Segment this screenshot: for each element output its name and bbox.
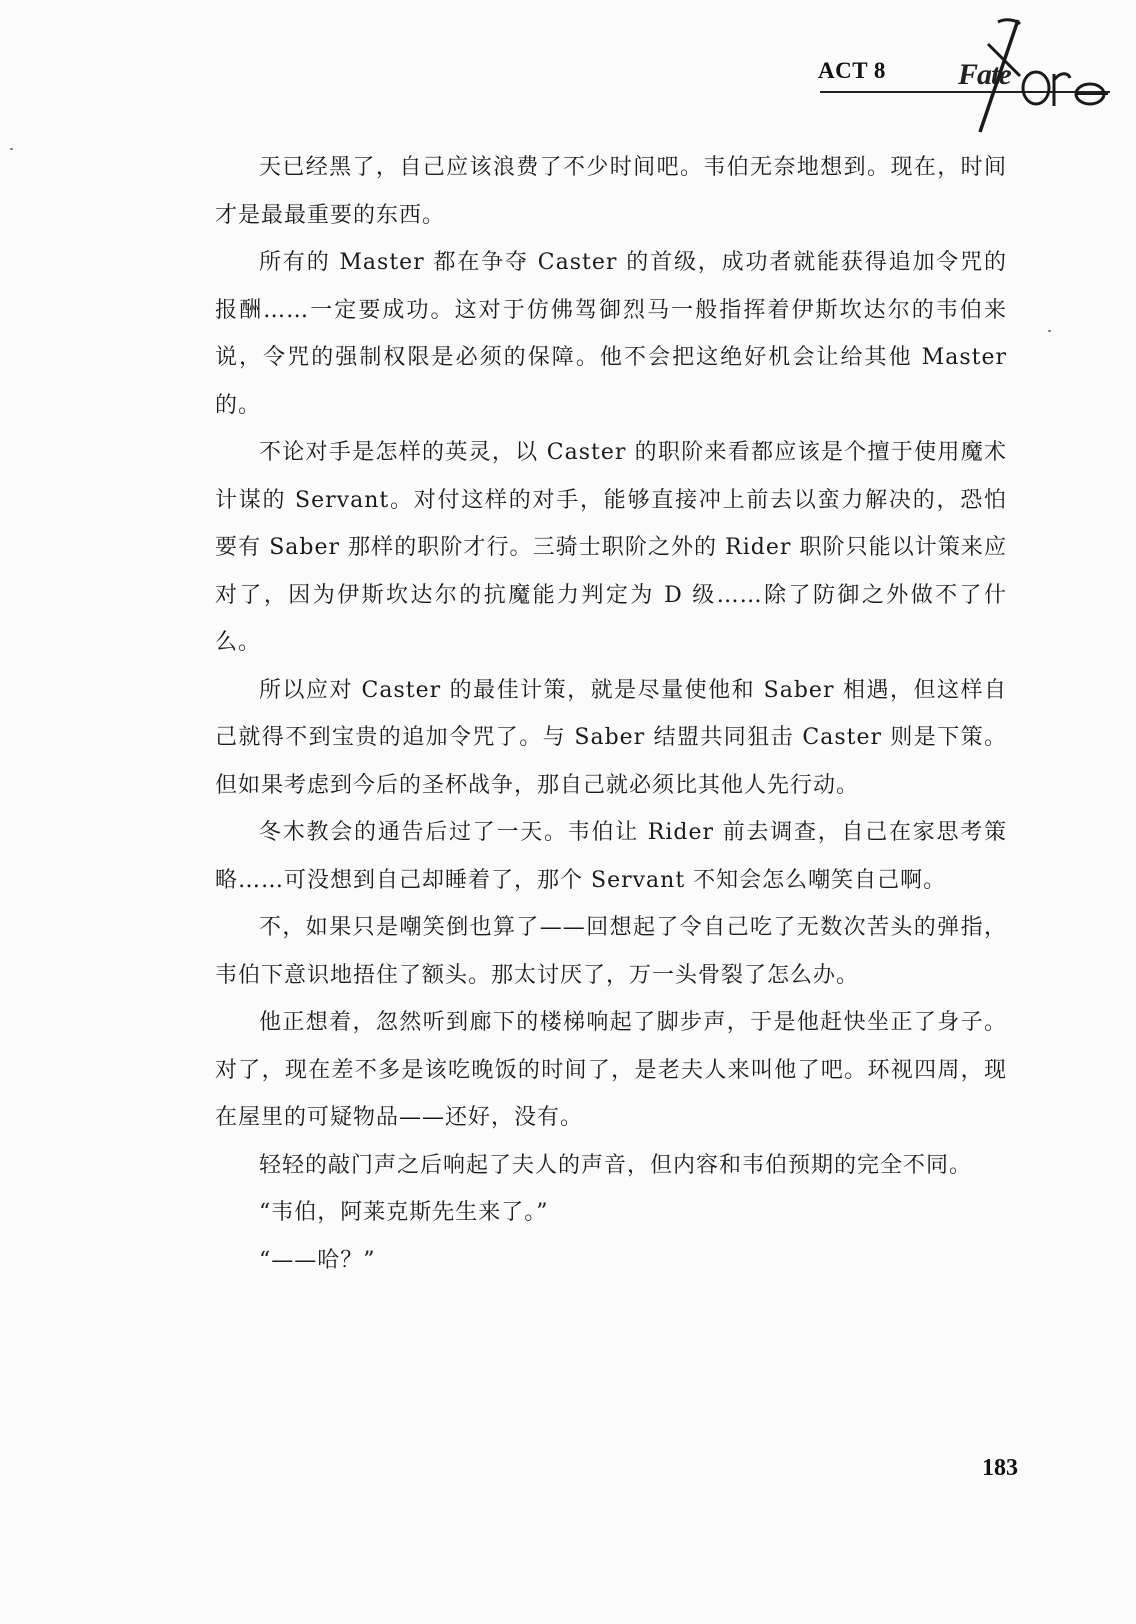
paragraph: 冬木教会的通告后过了一天。韦伯让 Rider 前去调查，自己在家思考策略……可没想到自己却睡着了，那个 Servant 不知会怎么嘲笑自己啊。 bbox=[215, 820, 1007, 893]
paragraph: 所以应对 Caster 的最佳计策，就是尽量使他和 Saber 相遇，但这样自己就得不到宝贵的追加令咒了。与 Saber 结盟共同狙击 Caster 则是下策。但如果考虑到今后的圣杯战争，那自己就必须比其他人先行动。 bbox=[215, 677, 1007, 798]
paragraph: 不论对手是怎样的英灵，以 Caster 的职阶来看都应该是个擅于使用魔术计谋的 Servant。对付这样的对手，能够直接冲上前去以蛮力解决的，恐怕要有 Saber 那样的职阶才行。三骑士职阶之外的 Rider 职阶只能以计策来应对了，因为伊斯坎达尔的抗魔能力判定为 D 级……除了防御之外做不了什么。 bbox=[215, 440, 1007, 655]
chapter-label: ACT 8 bbox=[818, 58, 886, 83]
paragraph: 天已经黑了，自己应该浪费了不少时间吧。韦伯无奈地想到。现在，时间才是最最重要的东西。 bbox=[215, 155, 1007, 228]
dialogue-line: “韦伯，阿莱克斯先生来了。” bbox=[259, 1200, 549, 1225]
scan-speck bbox=[1048, 330, 1051, 332]
logo-fate-text: Fate bbox=[958, 58, 1011, 91]
logo-zero-mark bbox=[958, 14, 1118, 144]
scan-speck bbox=[10, 148, 13, 150]
chapter-body bbox=[215, 144, 1007, 1284]
paragraph: 不，如果只是嘲笑倒也算了——回想起了令自己吃了无数次苦头的弹指，韦伯下意识地捂住了额头。那太讨厌了，万一头骨裂了怎么办。 bbox=[215, 915, 1007, 988]
dialogue-line: “——哈？” bbox=[259, 1247, 376, 1273]
paragraph: 所有的 Master 都在争夺 Caster 的首级，成功者就能获得追加令咒的报酬……一定要成功。这对于仿佛驾御烈马一般指挥着伊斯坎达尔的韦伯来说，令咒的强制权限是必须的保障。他不会把这绝好机会让给其他 Master 的。 bbox=[215, 250, 1007, 418]
page-number: 183 bbox=[982, 1455, 1018, 1481]
paragraph: 他正想着，忽然听到廊下的楼梯响起了脚步声，于是他赶快坐正了身子。对了，现在差不多是该吃晚饭的时间了，是老夫人来叫他了吧。环视四周，现在屋里的可疑物品——还好，没有。 bbox=[215, 1010, 1007, 1130]
fate-zero-logo bbox=[958, 14, 1118, 144]
paragraph: 轻轻的敲门声之后响起了夫人的声音，但内容和韦伯预期的完全不同。 bbox=[259, 1152, 973, 1178]
